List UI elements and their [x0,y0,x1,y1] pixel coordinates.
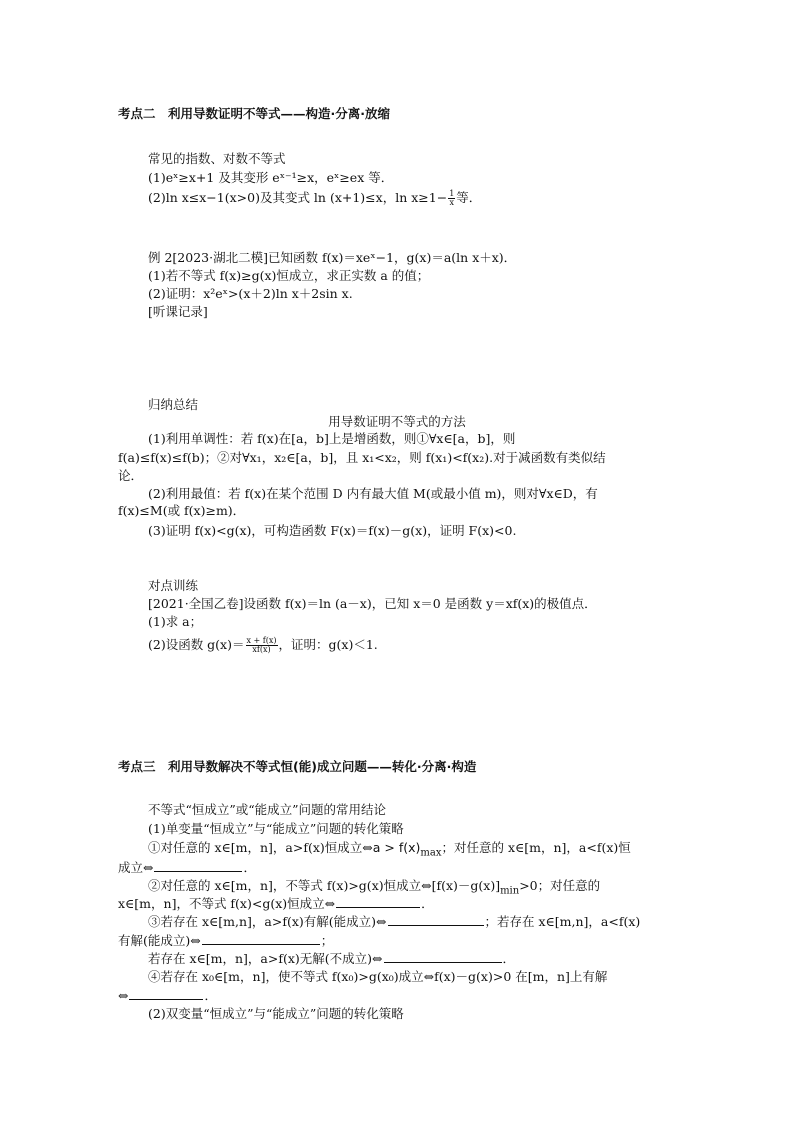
strategy-1-line-1: ①对任意的 x∈[m，n]，a>f(x)恒成立⇔a > $f(x)_{max}$；对任意的 x∈[m，n]，a<f(x)恒 [148,840,631,859]
method-2-line-2: f(x)≤M(或 f(x)≥m)． [118,503,246,518]
strategy-2-line-2: x∈[m，n]，不等式 f(x)<g(x)恒成立⇔ ． [118,896,434,911]
answer-blank[interactable] [154,860,242,872]
section3-title: 考点三 利用导数解决不等式恒(能)成立问题——转化·分离·构造 [118,759,477,774]
section2-title: 考点二 利用导数证明不等式——构造·分离·放缩 [118,106,390,121]
method-2-line-1: (2)利用最值：若 f(x)在某个范围 D 内有最大值 M(或最小值 m)，则对∀x∈D，有 [148,486,598,501]
practice-question-1: (1)求 a； [148,614,203,629]
inequality-item-2: (2)ln x≤x−1(x>0)及其变式 ln (x+1)≤x，ln x≥1− $\frac{1}{x}$ 等． [148,189,482,207]
method-1-line-2: f(a)≤f(x)≤f(b)；②对∀x₁，x₂∈[a，b]，且 x₁<x₂，则 f(x₁)<f(x₂).对于减函数有类似结 [118,450,606,465]
answer-blank[interactable] [202,933,320,945]
fraction-g-of-x: $\frac{x + f(x)}{xf(x)}$ [246,636,277,654]
strategy-3-line-3: 若存在 x∈[m，n]，a>f(x)无解(不成立)⇔ ． [148,951,516,966]
answer-blank[interactable] [129,988,203,1000]
strategy-1-line-2: 成立⇔ ． [118,860,256,875]
section3-common-title: 不等式“恒成立”或“能成立”问题的常用结论 [148,802,387,817]
summary-title: 归纳总结 [148,397,199,412]
strategy-1-title: (1)单变量“恒成立”与“能成立”问题的转化策略 [148,821,404,836]
example-2-question-1: (1)若不等式 f(x)≥g(x)恒成立，求正实数 a 的值； [148,268,430,283]
strategy-2-line-1: ②对任意的 x∈[m，n]，不等式 f(x)>g(x)恒成立$\Leftrightarrow[f(x)-g(x)]_{min}>0$；对任意的 [148,878,601,897]
strategy-3-line-1: ③若存在 x∈[m,n]，a>f(x)有解(能成立)⇔ ；若存在 x∈[m,n]，a<f(x) [148,914,641,929]
answer-blank[interactable] [384,951,502,963]
answer-blank[interactable] [388,914,484,926]
listen-note: [听课记录] [148,304,208,319]
inequality-item-1: (1)eˣ≥x+1 及其变形 eˣ⁻¹≥x，eˣ≥ex 等． [148,170,394,185]
method-title: 用导数证明不等式的方法 [328,414,466,429]
example-2: 例 2[2023·湖北二模]已知函数 f(x)＝xeˣ−1，g(x)＝a(ln x＋x)． [148,250,517,265]
practice-question-2: (2)设函数 g(x)＝ $\frac{x + f(x)}{xf(x)}$ ，证明：g(x)＜1. [148,636,378,654]
common-inequalities-title: 常见的指数、对数不等式 [148,151,286,166]
strategy-5-title: (2)双变量“恒成立”与“能成立”问题的转化策略 [148,1006,404,1021]
example-2-question-2: (2)证明：x²eˣ>(x＋2)ln x＋2sin x. [148,286,353,301]
practice-title: 对点训练 [148,578,199,593]
practice-problem: [2021·全国乙卷]设函数 f(x)＝ln (a－x)，已知 x＝0 是函数 y＝xf(x)的极值点． [148,596,597,611]
method-1-line-1: (1)利用单调性：若 f(x)在[a，b]上是增函数，则①∀x∈[a，b]，则 [148,431,516,446]
strategy-4-line-2: ⇔ ． [118,988,217,1003]
strategy-3-line-2: 有解(能成立)⇔ ； [118,933,334,948]
answer-blank[interactable] [336,896,420,908]
inequality-item-2-text: (2)ln x≤x−1(x>0)及其变式 ln (x+1)≤x，ln x≥1− [148,190,448,205]
method-3: (3)证明 f(x)<g(x)，可构造函数 F(x)＝f(x)－g(x)，证明 F(x)<0. [148,523,517,538]
strategy-4-line-1: ④若存在 x₀∈[m，n]，使不等式 f(x₀)>g(x₀)成立⇔f(x)－g(x)>0 在[m，n]上有解 [148,969,608,984]
method-1-line-3: 论． [118,468,144,483]
fraction-1-over-x: $\frac{1}{x}$ [449,189,455,207]
